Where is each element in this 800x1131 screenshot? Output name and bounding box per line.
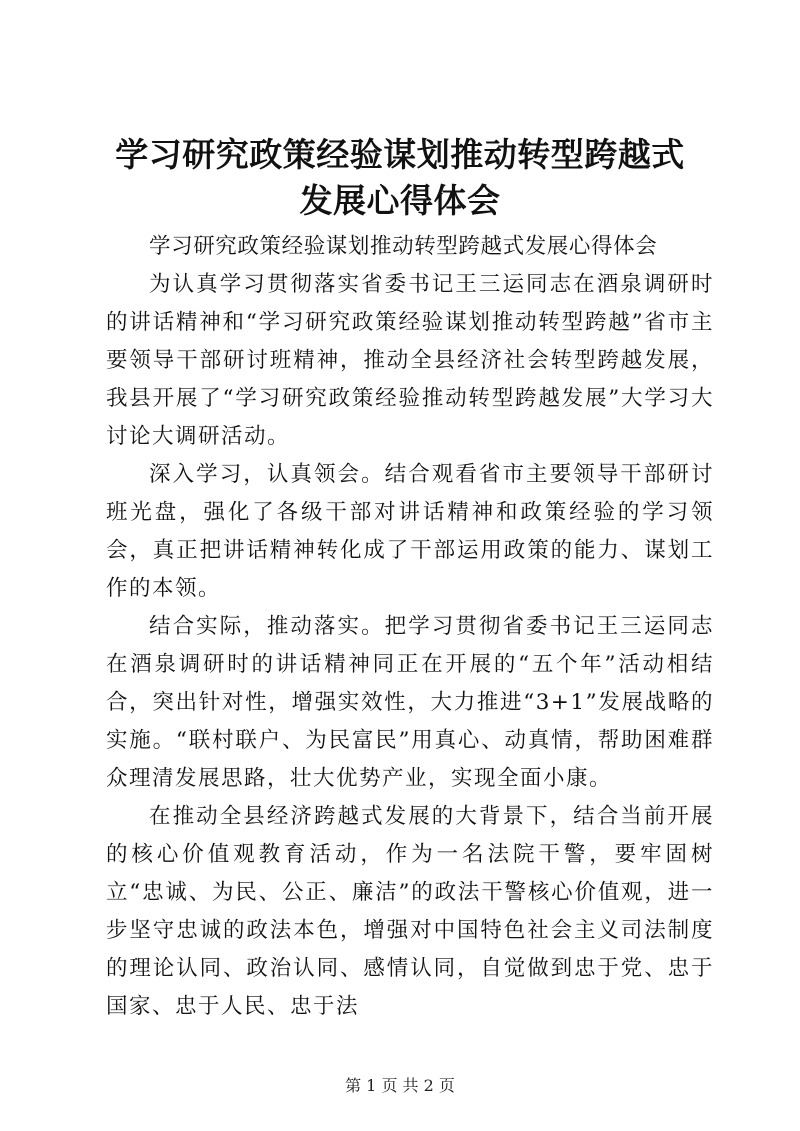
document-title: 学习研究政策经验谋划推动转型跨越式发展心得体会 bbox=[115, 135, 685, 220]
document-subtitle: 学习研究政策经验谋划推动转型跨越式发展心得体会 bbox=[149, 234, 658, 259]
document-body bbox=[106, 228, 714, 1026]
paragraph-3: 结合实际，推动落实。把学习贯彻省委书记王三运同志在酒泉调研时的讲话精神同正在开展的“五个年”活动相结合，突出针对性，增强实效性，大力推进“3+1”发展战略的实施。“联村联户、为民富民”用真心、动真情，帮助困难群众理清发展思路，壮大优势产业，实现全面小康。 bbox=[106, 614, 714, 791]
page-footer: 第 1 页 共 2 页 bbox=[345, 1076, 455, 1095]
paragraph-4: 在推动全县经济跨越式发展的大背景下，结合当前开展的核心价值观教育活动，作为一名法院干警，要牢固树立“忠诚、为民、公正、廉洁”的政法干警核心价值观，进一步坚守忠诚的政法本色，增强对中国特色社会主义司法制度的理论认同、政治认同、感情认同，自觉做到忠于党、忠于国家、忠于人民、忠于法 bbox=[106, 804, 714, 1019]
paragraph-1: 为认真学习贯彻落实省委书记王三运同志在酒泉调研时的讲话精神和“学习研究政策经验谋划推动转型跨越”省市主要领导干部研讨班精神，推动全县经济社会转型跨越发展，我县开展了“学习研究政策经验推动转型跨越发展”大学习大讨论大调研活动。 bbox=[106, 272, 714, 449]
paragraph-2: 深入学习，认真领会。结合观看省市主要领导干部研讨班光盘，强化了各级干部对讲话精神和政策经验的学习领会，真正把讲话精神转化成了干部运用政策的能力、谋划工作的本领。 bbox=[106, 462, 714, 601]
